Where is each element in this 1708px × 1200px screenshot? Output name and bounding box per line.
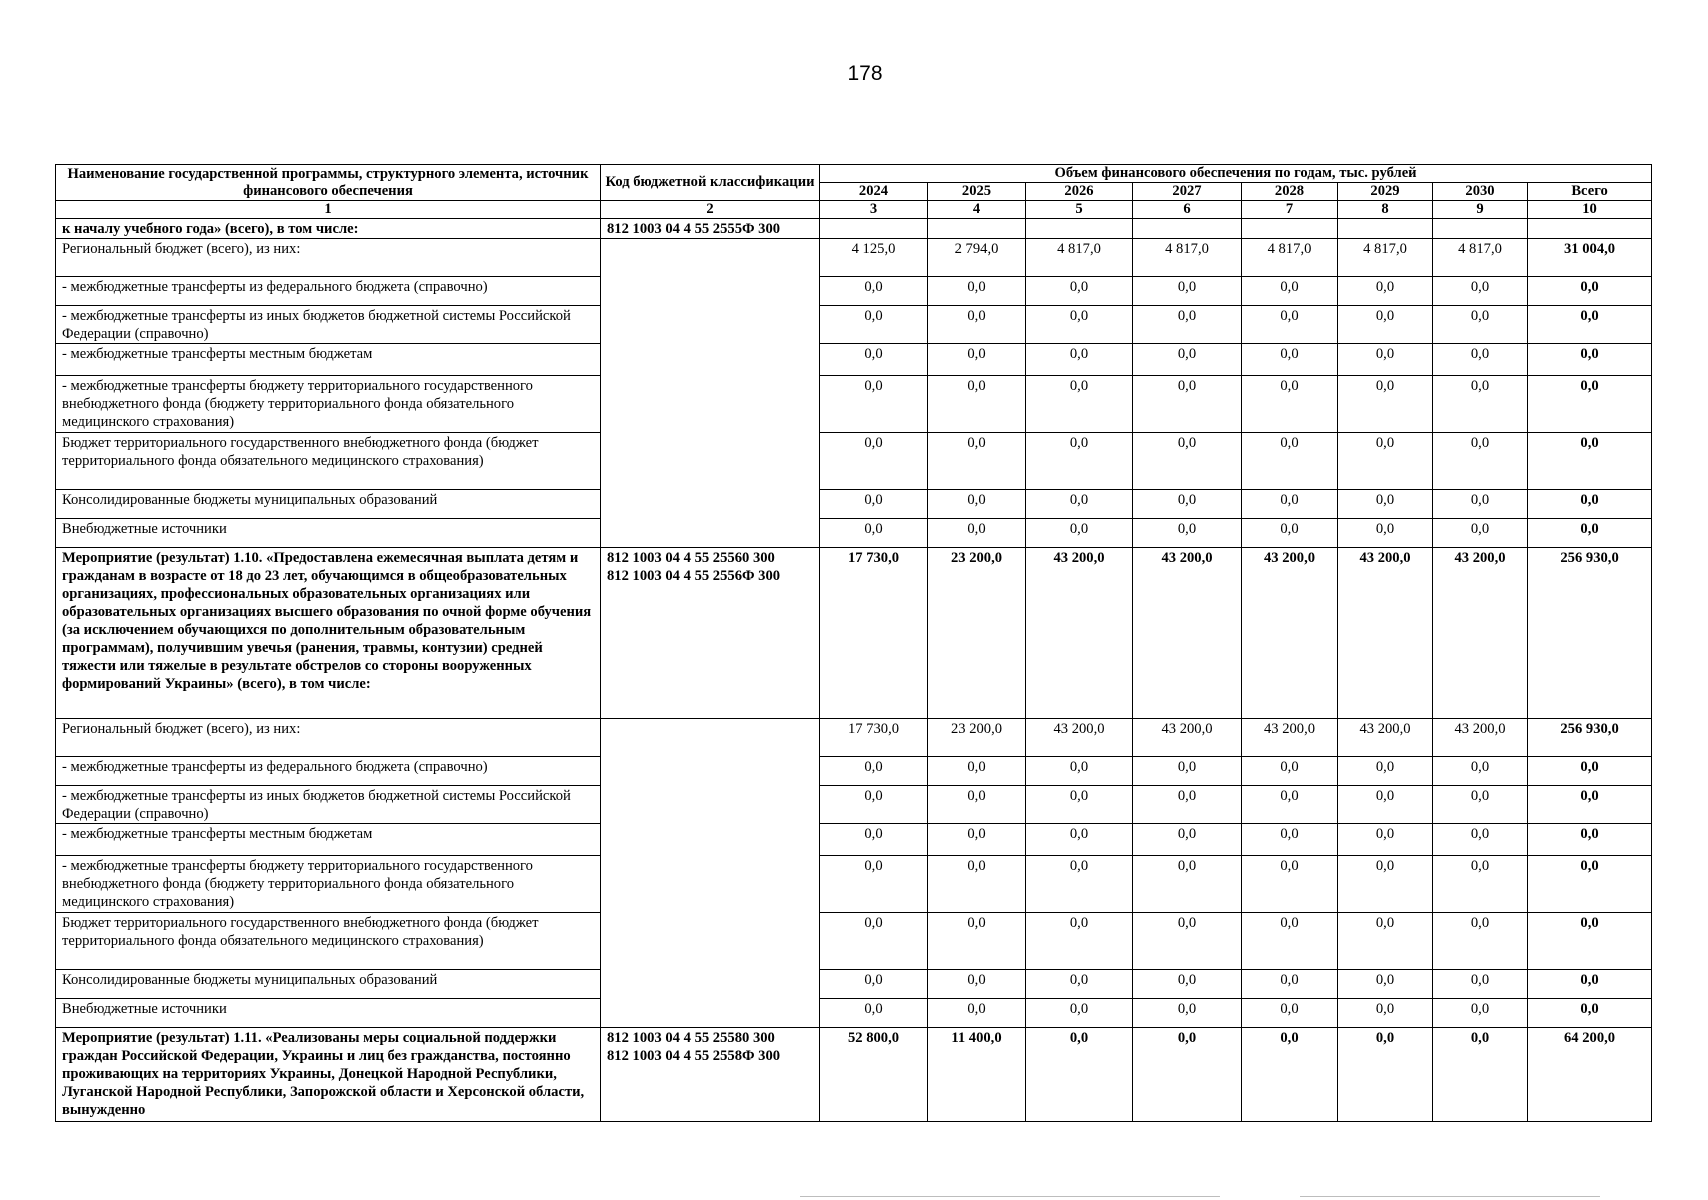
- source-name: Консолидированные бюджеты муниципальных образований: [56, 970, 601, 999]
- year-value: 0,0: [1133, 490, 1242, 519]
- year-value: 0,0: [928, 277, 1026, 306]
- source-name: Внебюджетные источники: [56, 999, 601, 1028]
- year-value: 0,0: [1433, 344, 1528, 376]
- header-year: 2029: [1338, 183, 1433, 201]
- year-value: 0,0: [1026, 519, 1133, 548]
- year-value: 0,0: [1433, 306, 1528, 344]
- total-value: 0,0: [1528, 376, 1652, 433]
- year-value: 0,0: [1133, 306, 1242, 344]
- year-value: 0,0: [1026, 856, 1133, 913]
- column-number: 6: [1133, 201, 1242, 219]
- total-value: 0,0: [1528, 856, 1652, 913]
- year-value: 0,0: [1338, 970, 1433, 999]
- year-value: 0,0: [1433, 376, 1528, 433]
- table-row: [56, 786, 1652, 824]
- year-value: 52 800,0: [820, 1028, 928, 1122]
- source-name: - межбюджетные трансферты из иных бюджетов бюджетной системы Российской Федерации (справочно): [56, 306, 601, 344]
- year-value: 0,0: [1338, 757, 1433, 786]
- budget-code: 812 1003 04 4 55 25560 300 812 1003 04 4 55 2556Ф 300: [601, 548, 820, 719]
- total-value: 0,0: [1528, 519, 1652, 548]
- year-value: 4 817,0: [1026, 239, 1133, 277]
- year-value: 0,0: [1338, 999, 1433, 1028]
- year-value: 0,0: [820, 970, 928, 999]
- year-value: 0,0: [1026, 999, 1133, 1028]
- source-name: - межбюджетные трансферты из иных бюджетов бюджетной системы Российской Федерации (справочно): [56, 786, 601, 824]
- header-year: 2024: [820, 183, 928, 201]
- empty-cell: [820, 219, 928, 239]
- source-name: - межбюджетные трансферты бюджету территориального государственного внебюджетного фонда (бюджету территориального фонда обязательного медицинского страхования): [56, 376, 601, 433]
- empty-cell: [1433, 219, 1528, 239]
- year-value: 23 200,0: [928, 548, 1026, 719]
- year-value: 0,0: [1026, 970, 1133, 999]
- year-value: 0,0: [1242, 490, 1338, 519]
- year-value: 0,0: [1133, 1028, 1242, 1122]
- year-value: 4 817,0: [1338, 239, 1433, 277]
- year-value: 0,0: [1433, 913, 1528, 970]
- source-name: - межбюджетные трансферты местным бюджетам: [56, 344, 601, 376]
- empty-cell: [1242, 219, 1338, 239]
- year-value: 4 817,0: [1433, 239, 1528, 277]
- total-value: 0,0: [1528, 277, 1652, 306]
- measure-row: [56, 1028, 1652, 1122]
- table-row: [56, 519, 1652, 548]
- year-value: 11 400,0: [928, 1028, 1026, 1122]
- year-value: 0,0: [1242, 999, 1338, 1028]
- year-value: 0,0: [1338, 344, 1433, 376]
- table-row: [56, 490, 1652, 519]
- year-value: 0,0: [1242, 277, 1338, 306]
- year-value: 43 200,0: [1026, 548, 1133, 719]
- year-value: 0,0: [1433, 786, 1528, 824]
- year-value: 0,0: [820, 519, 928, 548]
- table-row: [56, 999, 1652, 1028]
- table-row: [56, 856, 1652, 913]
- year-value: 0,0: [1242, 306, 1338, 344]
- table-row: [56, 719, 1652, 757]
- year-value: 0,0: [1026, 433, 1133, 490]
- column-number: 4: [928, 201, 1026, 219]
- year-value: 0,0: [1242, 913, 1338, 970]
- year-value: 0,0: [928, 999, 1026, 1028]
- year-value: 4 125,0: [820, 239, 928, 277]
- year-value: 0,0: [1433, 970, 1528, 999]
- column-number: 10: [1528, 201, 1652, 219]
- column-number: 7: [1242, 201, 1338, 219]
- header-year: 2028: [1242, 183, 1338, 201]
- year-value: 0,0: [1026, 1028, 1133, 1122]
- year-value: 0,0: [1242, 786, 1338, 824]
- table-row: [56, 306, 1652, 344]
- year-value: 0,0: [928, 913, 1026, 970]
- year-value: 0,0: [1026, 913, 1133, 970]
- table-row: [56, 239, 1652, 277]
- year-value: 0,0: [1026, 490, 1133, 519]
- continuation-row: [56, 219, 1652, 239]
- financing-table: [55, 164, 1652, 1122]
- year-value: 0,0: [1133, 757, 1242, 786]
- year-value: 0,0: [1026, 277, 1133, 306]
- year-value: 0,0: [928, 786, 1026, 824]
- year-value: 43 200,0: [1242, 548, 1338, 719]
- total-value: 0,0: [1528, 824, 1652, 856]
- year-value: 0,0: [820, 786, 928, 824]
- year-value: 0,0: [820, 856, 928, 913]
- year-value: 0,0: [1242, 824, 1338, 856]
- year-value: 43 200,0: [1242, 719, 1338, 757]
- year-value: 43 200,0: [1338, 548, 1433, 719]
- table-row: [56, 824, 1652, 856]
- table-row: [56, 913, 1652, 970]
- source-name: Консолидированные бюджеты муниципальных образований: [56, 490, 601, 519]
- year-value: 0,0: [1133, 519, 1242, 548]
- year-value: 0,0: [820, 824, 928, 856]
- year-value: 0,0: [928, 344, 1026, 376]
- year-value: 0,0: [1242, 970, 1338, 999]
- total-value: 64 200,0: [1528, 1028, 1652, 1122]
- column-number: 9: [1433, 201, 1528, 219]
- header-total: Всего: [1528, 183, 1652, 201]
- header-row-1: [56, 165, 1652, 183]
- empty-cell: [1528, 219, 1652, 239]
- column-number: 1: [56, 201, 601, 219]
- year-value: 0,0: [928, 433, 1026, 490]
- year-value: 4 817,0: [1242, 239, 1338, 277]
- total-value: 256 930,0: [1528, 719, 1652, 757]
- year-value: 0,0: [928, 856, 1026, 913]
- header-year: 2026: [1026, 183, 1133, 201]
- total-value: 0,0: [1528, 344, 1652, 376]
- year-value: 0,0: [1338, 306, 1433, 344]
- year-value: 0,0: [928, 306, 1026, 344]
- source-name: Бюджет территориального государственного внебюджетного фонда (бюджет территориального фонда обязательного медицинского страхования): [56, 913, 601, 970]
- year-value: 0,0: [1338, 277, 1433, 306]
- table-row: [56, 277, 1652, 306]
- code-cell-empty: [601, 719, 820, 1028]
- year-value: 2 794,0: [928, 239, 1026, 277]
- year-value: 0,0: [1133, 999, 1242, 1028]
- year-value: 0,0: [1026, 344, 1133, 376]
- total-value: 0,0: [1528, 433, 1652, 490]
- year-value: 0,0: [1338, 490, 1433, 519]
- year-value: 0,0: [928, 970, 1026, 999]
- empty-cell: [1338, 219, 1433, 239]
- year-value: 0,0: [1242, 1028, 1338, 1122]
- year-value: 0,0: [1242, 856, 1338, 913]
- empty-cell: [1026, 219, 1133, 239]
- total-value: 0,0: [1528, 999, 1652, 1028]
- total-value: 0,0: [1528, 306, 1652, 344]
- year-value: 0,0: [1338, 433, 1433, 490]
- empty-cell: [928, 219, 1026, 239]
- year-value: 0,0: [928, 824, 1026, 856]
- year-value: 0,0: [1338, 913, 1433, 970]
- year-value: 4 817,0: [1133, 239, 1242, 277]
- year-value: 0,0: [820, 344, 928, 376]
- year-value: 43 200,0: [1433, 719, 1528, 757]
- column-number: 5: [1026, 201, 1133, 219]
- total-value: 31 004,0: [1528, 239, 1652, 277]
- year-value: 0,0: [820, 433, 928, 490]
- year-value: 0,0: [1026, 757, 1133, 786]
- measure-name-continued: к началу учебного года» (всего), в том числе:: [56, 219, 601, 239]
- header-number-row: [56, 201, 1652, 219]
- year-value: 0,0: [1433, 277, 1528, 306]
- page-number: 178: [847, 62, 883, 85]
- year-value: 0,0: [820, 490, 928, 519]
- budget-code: 812 1003 04 4 55 25580 300 812 1003 04 4 55 2558Ф 300: [601, 1028, 820, 1122]
- year-value: 43 200,0: [1133, 548, 1242, 719]
- column-number: 8: [1338, 201, 1433, 219]
- header-code: Код бюджетной классификации: [601, 165, 820, 201]
- year-value: 0,0: [1133, 970, 1242, 999]
- year-value: 0,0: [1338, 856, 1433, 913]
- source-name: - межбюджетные трансферты из федерального бюджета (справочно): [56, 277, 601, 306]
- year-value: 0,0: [1026, 824, 1133, 856]
- scan-artifact-line: [1300, 1196, 1600, 1197]
- source-name: - межбюджетные трансферты бюджету территориального государственного внебюджетного фонда (бюджету территориального фонда обязательного медицинского страхования): [56, 856, 601, 913]
- year-value: 0,0: [1433, 757, 1528, 786]
- column-number: 2: [601, 201, 820, 219]
- year-value: 0,0: [820, 757, 928, 786]
- column-number: 3: [820, 201, 928, 219]
- total-value: 0,0: [1528, 786, 1652, 824]
- table-row: [56, 376, 1652, 433]
- scan-artifact-line: [800, 1196, 1220, 1197]
- budget-code: 812 1003 04 4 55 2555Ф 300: [601, 219, 820, 239]
- table-row: [56, 344, 1652, 376]
- year-value: 0,0: [1338, 1028, 1433, 1122]
- year-value: 0,0: [1242, 433, 1338, 490]
- empty-cell: [1133, 219, 1242, 239]
- year-value: 0,0: [1433, 519, 1528, 548]
- year-value: 0,0: [1242, 344, 1338, 376]
- year-value: 0,0: [1433, 856, 1528, 913]
- measure-name: Мероприятие (результат) 1.10. «Предоставлена ежемесячная выплата детям и гражданам в возрасте от 18 до 23 лет, обучающимся в общеобразовательных организациях, профессиональных образовательных организациях или образовательных организациях высшего образования по очной форме обучения (за исключением обучающихся по дополнительным образовательным программам), получившим увечья (ранения, травмы, контузии) средней тяжести или тяжелые в результате обстрелов со стороны вооруженных формирований Украины» (всего), в том числе:: [56, 548, 601, 719]
- year-value: 0,0: [928, 519, 1026, 548]
- header-name: Наименование государственной программы, структурного элемента, источник финансового обеспечения: [56, 165, 601, 201]
- measure-name: Мероприятие (результат) 1.11. «Реализованы меры социальной поддержки граждан Российской Федерации, Украины и лиц без гражданства, постоянно проживающих на территориях Украины, Донецкой Народной Республики, Луганской Народной Республики, Запорожской области и Херсонской области, вынужденно: [56, 1028, 601, 1122]
- year-value: 0,0: [1133, 824, 1242, 856]
- year-value: 0,0: [1242, 757, 1338, 786]
- year-value: 0,0: [1133, 376, 1242, 433]
- source-name: Региональный бюджет (всего), из них:: [56, 719, 601, 757]
- year-value: 0,0: [1338, 786, 1433, 824]
- source-name: Бюджет территориального государственного внебюджетного фонда (бюджет территориального фонда обязательного медицинского страхования): [56, 433, 601, 490]
- header-year: 2027: [1133, 183, 1242, 201]
- year-value: 0,0: [1433, 999, 1528, 1028]
- source-name: Внебюджетные источники: [56, 519, 601, 548]
- year-value: 0,0: [1133, 344, 1242, 376]
- table-row: [56, 970, 1652, 999]
- year-value: 0,0: [928, 490, 1026, 519]
- total-value: 0,0: [1528, 490, 1652, 519]
- year-value: 0,0: [1133, 277, 1242, 306]
- year-value: 0,0: [1433, 490, 1528, 519]
- year-value: 0,0: [1133, 433, 1242, 490]
- year-value: 0,0: [1026, 786, 1133, 824]
- year-value: 0,0: [1026, 306, 1133, 344]
- year-value: 0,0: [1338, 824, 1433, 856]
- year-value: 0,0: [820, 376, 928, 433]
- year-value: 0,0: [928, 376, 1026, 433]
- year-value: 23 200,0: [928, 719, 1026, 757]
- source-name: - межбюджетные трансферты местным бюджетам: [56, 824, 601, 856]
- header-year: 2030: [1433, 183, 1528, 201]
- header-volume: Объем финансового обеспечения по годам, тыс. рублей: [820, 165, 1652, 183]
- year-value: 43 200,0: [1026, 719, 1133, 757]
- year-value: 0,0: [1433, 433, 1528, 490]
- year-value: 0,0: [1433, 1028, 1528, 1122]
- year-value: 0,0: [1242, 376, 1338, 433]
- source-name: Региональный бюджет (всего), из них:: [56, 239, 601, 277]
- year-value: 0,0: [1133, 913, 1242, 970]
- year-value: 17 730,0: [820, 548, 928, 719]
- year-value: 0,0: [1338, 519, 1433, 548]
- year-value: 0,0: [820, 999, 928, 1028]
- year-value: 0,0: [1133, 856, 1242, 913]
- table-row: [56, 757, 1652, 786]
- year-value: 0,0: [1133, 786, 1242, 824]
- year-value: 0,0: [1338, 376, 1433, 433]
- source-name: - межбюджетные трансферты из федерального бюджета (справочно): [56, 757, 601, 786]
- header-year: 2025: [928, 183, 1026, 201]
- year-value: 0,0: [820, 913, 928, 970]
- total-value: 0,0: [1528, 913, 1652, 970]
- total-value: 0,0: [1528, 757, 1652, 786]
- table-row: [56, 433, 1652, 490]
- year-value: 0,0: [928, 757, 1026, 786]
- year-value: 0,0: [1433, 824, 1528, 856]
- year-value: 0,0: [820, 306, 928, 344]
- year-value: 43 200,0: [1133, 719, 1242, 757]
- year-value: 0,0: [820, 277, 928, 306]
- year-value: 43 200,0: [1338, 719, 1433, 757]
- year-value: 43 200,0: [1433, 548, 1528, 719]
- measure-row: [56, 548, 1652, 719]
- total-value: 0,0: [1528, 970, 1652, 999]
- year-value: 17 730,0: [820, 719, 928, 757]
- year-value: 0,0: [1242, 519, 1338, 548]
- year-value: 0,0: [1026, 376, 1133, 433]
- total-value: 256 930,0: [1528, 548, 1652, 719]
- code-cell-empty: [601, 239, 820, 548]
